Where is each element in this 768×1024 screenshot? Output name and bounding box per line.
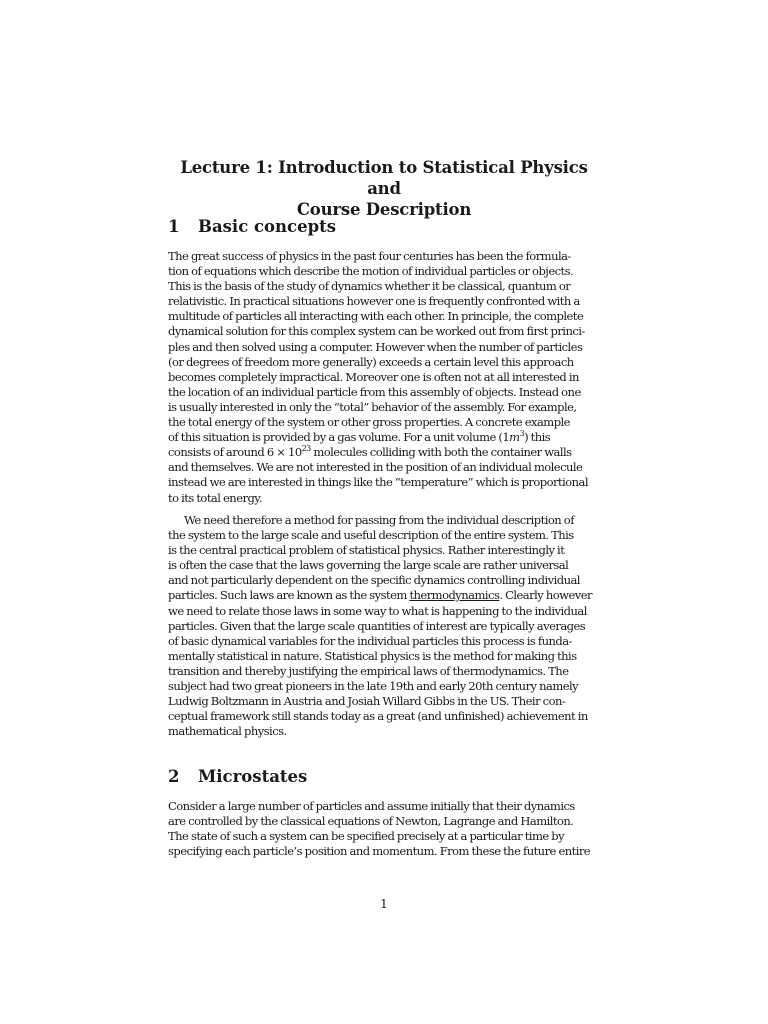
text-line: (or degrees of freedom more generally) exceeds a certain level this approach [168,354,574,369]
superscript: 23 [301,444,311,454]
text-line: This is the basis of the study of dynamics whether it be classical, quantum or [168,279,571,294]
text-line: of basic dynamical variables for the individual particles this process is funda- [168,633,572,648]
text-line [168,588,600,603]
paragraph-microstates-1 [168,799,600,859]
text-line: multitude of particles all interacting with each other. In principle, the complete [168,309,584,324]
text-line: the system to the large scale and useful description of the entire system. This [168,528,574,543]
title-line-1: Lecture 1: Introduction to Statistical Physics and [180,158,588,198]
text-line: specifying each particle’s position and momentum. From these the future entire [168,844,591,859]
text-line: the location of an individual particle from this assembly of objects. Instead one [168,384,581,399]
section-title: Microstates [198,767,308,786]
text-line: tion of equations which describe the motion of individual particles or objects. [168,264,574,279]
text-line: mentally statistical in nature. Statistical physics is the method for making this [168,648,577,663]
text-line: ples and then solved using a computer. However when the number of particles [168,339,583,354]
text-span: molecules colliding with both the container walls [310,445,572,460]
text-line: transition and thereby justifying the empirical laws of thermodynamics. The [168,663,569,678]
text-line: subject had two great pioneers in the late 19th and early 20th century namely [168,679,579,694]
text-line: relativistic. In practical situations however one is frequently confronted with a [168,294,580,309]
text-span: consists of around 6 × 10 [168,445,302,460]
text-line [168,445,600,460]
text-line: is the central practical problem of statistical physics. Rather interestingly it [168,543,565,558]
paragraph-basic-concepts-2 [168,513,600,739]
text-line: we need to relate those laws in some way to what is happening to the individual [168,603,587,618]
section-number: 1 [168,217,180,236]
text-line: is usually interested in only the “total” behavior of the assembly. For example, [168,399,577,414]
text-span: of this situation is provided by a gas volume. For a unit volume (1 [168,430,510,445]
text-line: to its total energy. [168,490,262,505]
title-line-2: Course Description [296,200,472,219]
document-page [168,0,600,1024]
text-span: ) this [524,430,551,445]
text-line: dynamical solution for this complex system can be worked out from first princi- [168,324,585,339]
text-span: particles. Such laws are known as the system [168,588,410,603]
superscript: 3 [519,429,525,439]
math-variable: m [509,430,520,445]
page-number: 1 [380,897,388,911]
paragraph-basic-concepts-1 [168,249,600,506]
text-line: instead we are interested in things like the “temperature” which is proportional [168,475,589,490]
text-line: mathematical physics. [168,724,287,739]
underlined-term: thermodynamics [409,588,500,603]
text-line: and not particularly dependent on the specific dynamics controlling individual [168,573,580,588]
lecture-title [168,157,600,220]
text-span: . Clearly however [499,588,592,603]
section-heading-basic-concepts [168,217,600,237]
text-line: Consider a large number of particles and assume initially that their dynamics [168,799,575,813]
text-line: particles. Given that the large scale quantities of interest are typically averages [168,618,586,633]
text-line: The great success of physics in the past four centuries has been the formula- [168,249,571,263]
section-number: 2 [168,767,180,786]
section-heading-microstates [168,767,600,787]
text-line: Ludwig Boltzmann in Austria and Josiah Willard Gibbs in the US. Their con- [168,694,566,709]
text-line: ceptual framework still stands today as a great (and unfinished) achievement in [168,709,588,724]
text-line: is often the case that the laws governing the large scale are rather universal [168,558,569,573]
text-line: the total energy of the system or other gross properties. A concrete example [168,415,570,430]
text-line: The state of such a system can be specified precisely at a particular time by [168,829,565,844]
text-line [168,430,600,445]
section-title: Basic concepts [198,217,337,236]
text-line: becomes completely impractical. Moreover one is often not at all interested in [168,369,579,384]
text-line: are controlled by the classical equations of Newton, Lagrange and Hamilton. [168,814,574,829]
text-line: We need therefore a method for passing from the individual description of [184,513,574,527]
text-line: and themselves. We are not interested in the position of an individual molecule [168,460,583,475]
